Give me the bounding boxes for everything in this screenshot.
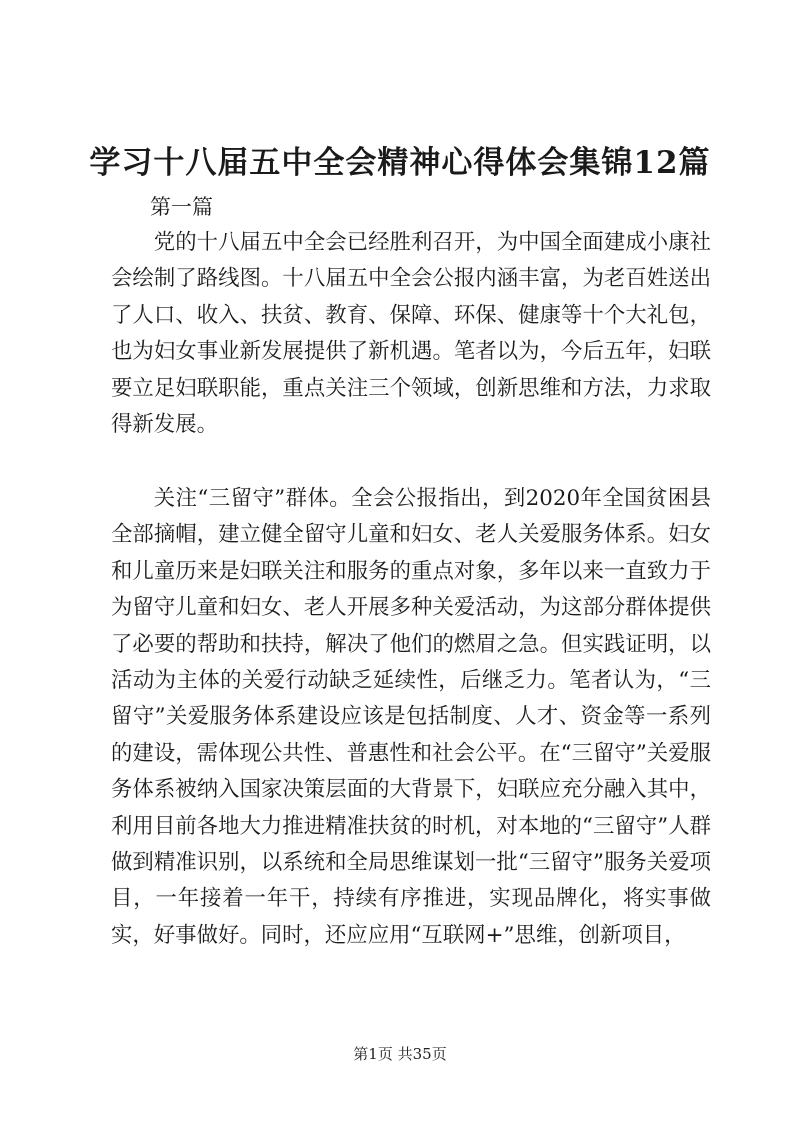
section-label: 第一篇	[150, 195, 213, 219]
paragraph-2: 关注“三留守”群体。全会公报指出，到2020年全国贫困县全部摘帽，建立健全留守儿童和妇女、老人关爱服务体系。妇女和儿童历来是妇联关注和服务的重点对象，多年以来一直致力于为留守儿童和妇女、老人开展多种关爱活动，为这部分群体提供了必要的帮助和扶持，解决了他们的燃眉之急。但实践证明，以活动为主体的关爱行动缺乏延续性，后继乏力。笔者认为，“三留守”关爱服务体系建设应该是包括制度、人才、资金等一系列的建设，需体现公共性、普惠性和社会公平。在“三留守”关爱服务体系被纳入国家决策层面的大背景下，妇联应充分融入其中，利用目前各地大力推进精准扶贫的时机，对本地的“三留守”人群做到精准识别，以系统和全局思维谋划一批“三留守”服务关爱项目，一年接着一年干，持续有序推进，实现品牌化，将实事做实，好事做好。同时，还应应用“互联网+”思维，创新项目，	[111, 486, 711, 948]
page-number-footer: 第1页 共35页	[353, 1045, 447, 1063]
document-title: 学习十八届五中全会精神心得体会集锦12篇	[89, 145, 711, 181]
paragraph-1: 党的十八届五中全会已经胜利召开，为中国全面建成小康社会绘制了路线图。十八届五中全会公报内涵丰富，为老百姓送出了人口、收入、扶贫、教育、保障、环保、健康等十个大礼包，也为妇女事业新发展提供了新机遇。笔者以为，今后五年，妇联要立足妇联职能，重点关注三个领域，创新思维和方法，力求取得新发展。	[111, 230, 711, 438]
